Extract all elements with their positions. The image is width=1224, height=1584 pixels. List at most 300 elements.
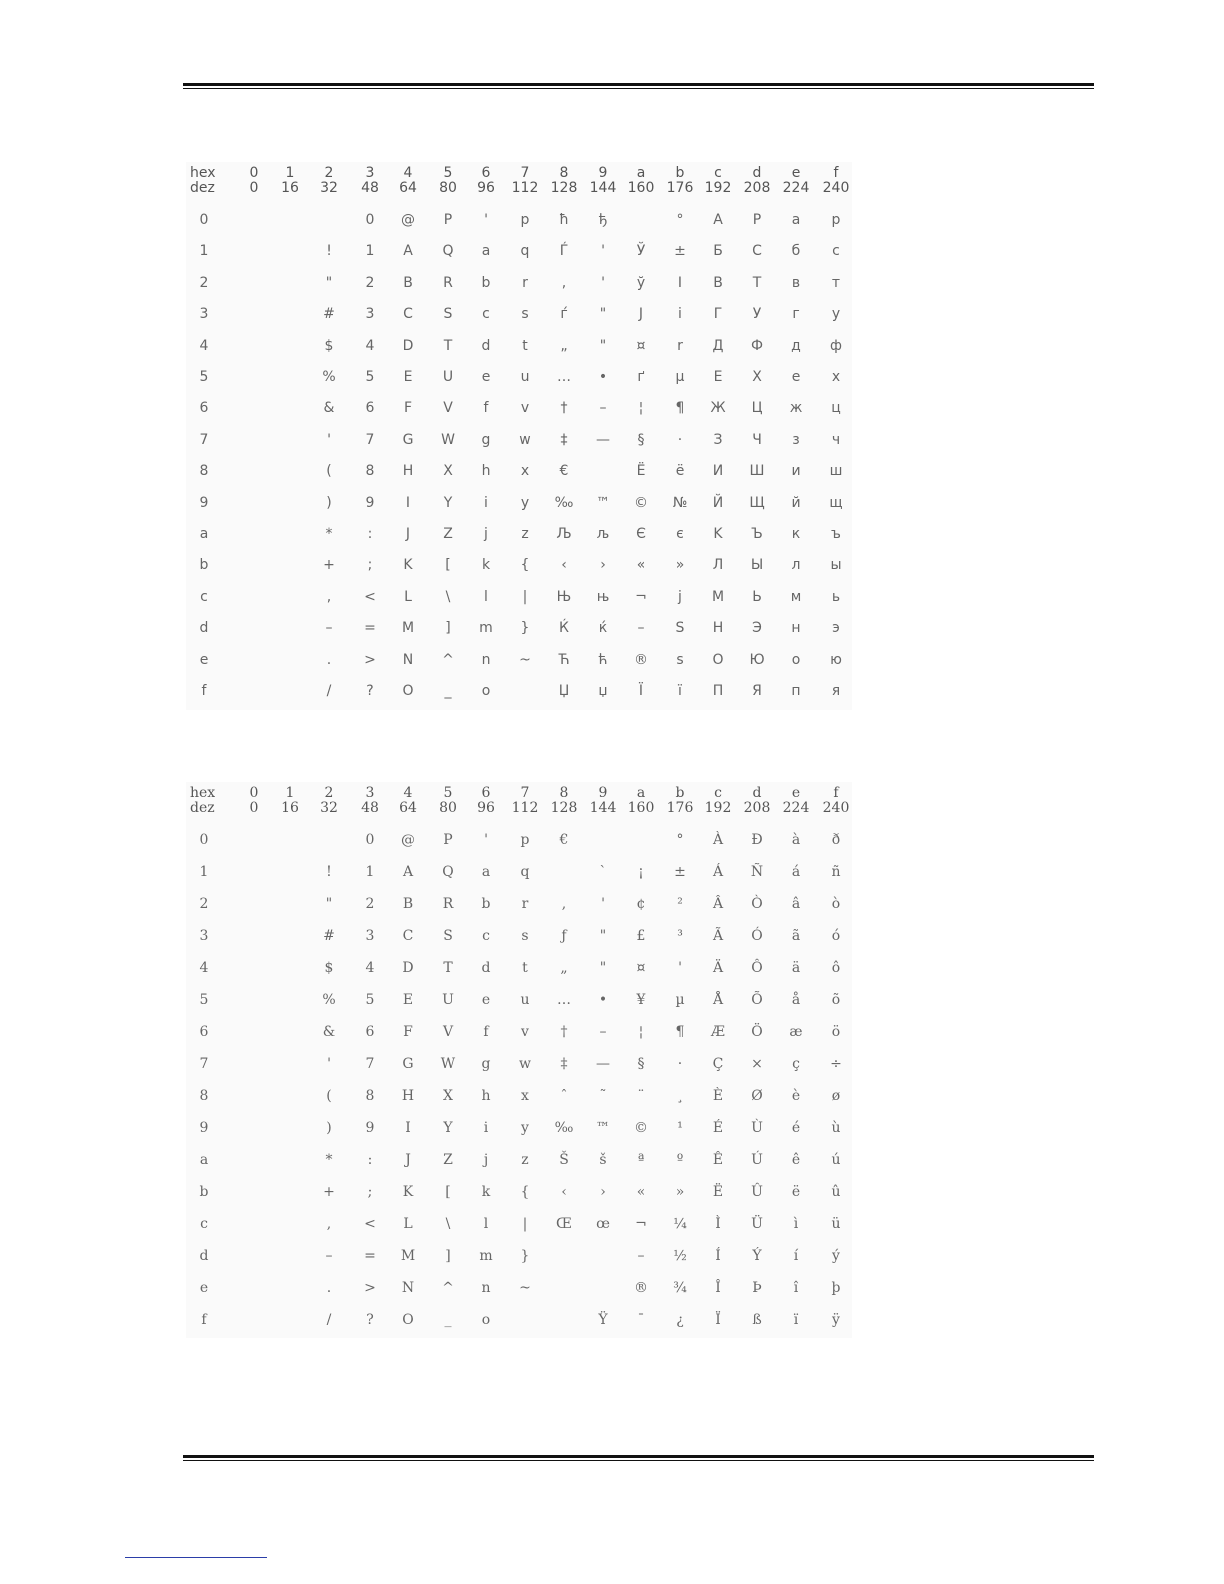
glyph-cell: .	[326, 1280, 332, 1296]
glyph-cell: o	[791, 651, 801, 668]
glyph-cell: й	[791, 494, 801, 511]
glyph-cell: x	[520, 463, 530, 480]
glyph-cell: 1	[365, 243, 375, 260]
table-row	[186, 924, 852, 948]
glyph-cell: C	[752, 243, 762, 260]
glyph-cell: !	[326, 864, 332, 880]
glyph-cell: ™	[596, 1120, 610, 1136]
glyph-cell: y	[521, 1120, 529, 1136]
glyph-cell: h	[481, 463, 491, 480]
glyph-cell: '	[601, 896, 605, 912]
glyph-cell: ?	[366, 683, 374, 699]
glyph-cell: ћ	[598, 651, 608, 668]
glyph-cell: П	[712, 683, 724, 699]
glyph-cell: q	[520, 864, 530, 880]
glyph-cell: 2	[365, 896, 375, 912]
row-label: 4	[199, 337, 209, 354]
glyph-cell: b	[481, 896, 491, 912]
dez-column-header: 80	[439, 180, 457, 196]
glyph-cell: ·	[677, 431, 683, 448]
row-label: c	[200, 588, 208, 605]
glyph-cell: M	[401, 620, 415, 637]
hex-column-header: 4	[403, 165, 413, 181]
glyph-cell: Ќ	[559, 620, 569, 637]
glyph-cell: r	[677, 337, 683, 354]
glyph-cell: ;	[367, 557, 373, 574]
glyph-cell: H	[401, 1088, 415, 1104]
glyph-cell: ‰	[554, 1120, 574, 1136]
glyph-cell: Ý	[752, 1248, 762, 1264]
glyph-cell: P	[443, 832, 453, 848]
glyph-cell: ‹	[561, 557, 567, 574]
glyph-cell: ¬	[635, 588, 647, 605]
glyph-cell: ¨	[637, 1088, 645, 1104]
glyph-cell: …	[557, 992, 571, 1008]
glyph-cell: £	[636, 928, 646, 944]
table-row	[186, 1052, 852, 1076]
glyph-cell: I	[405, 1120, 411, 1136]
hex-column-header: f	[833, 165, 839, 181]
glyph-cell: F	[403, 400, 413, 417]
glyph-cell: 0	[365, 212, 375, 228]
glyph-cell: *	[325, 1152, 333, 1168]
glyph-cell: '	[484, 832, 488, 848]
glyph-cell: H	[712, 620, 724, 637]
glyph-cell: Ã	[712, 928, 724, 944]
glyph-cell: L	[403, 1216, 413, 1232]
glyph-cell: F	[403, 1024, 413, 1040]
glyph-cell: :	[367, 526, 373, 542]
dez-column-header: 144	[589, 180, 617, 196]
glyph-cell: /	[326, 1312, 332, 1328]
hex-column-header: 8	[559, 785, 569, 801]
glyph-cell: ~	[519, 1280, 531, 1296]
glyph-cell: ©	[634, 494, 648, 511]
glyph-cell: í	[793, 1248, 799, 1264]
dez-label: dez	[190, 180, 215, 196]
glyph-cell: U	[442, 992, 454, 1008]
hex-label: hex	[190, 785, 216, 801]
glyph-cell: ¶	[675, 1024, 685, 1040]
glyph-cell: '	[484, 212, 488, 228]
dez-column-header: 208	[743, 800, 771, 816]
glyph-cell: "	[599, 928, 607, 944]
glyph-cell: ˜	[599, 1088, 607, 1104]
dez-column-header: 48	[361, 800, 379, 816]
dez-column-header: 224	[782, 800, 810, 816]
footnote-separator	[125, 1557, 267, 1558]
glyph-cell: ]	[445, 620, 451, 637]
glyph-cell: i	[483, 1120, 489, 1136]
glyph-cell: €	[559, 463, 569, 480]
glyph-cell: Ò	[751, 896, 763, 912]
row-label: 2	[199, 274, 209, 291]
table-row	[186, 522, 852, 546]
glyph-cell: M	[711, 588, 725, 605]
row-label: 4	[199, 960, 209, 976]
glyph-cell: &	[322, 1024, 336, 1040]
glyph-cell: Y	[443, 1120, 453, 1136]
dez-column-header: 240	[822, 180, 850, 196]
glyph-cell: J	[405, 526, 411, 542]
dez-header-row	[186, 180, 852, 196]
glyph-cell: Û	[751, 1184, 763, 1200]
glyph-cell: e	[791, 369, 801, 385]
glyph-cell: 5	[365, 992, 375, 1008]
table-row	[186, 208, 852, 232]
glyph-cell: ¢	[636, 896, 646, 912]
glyph-cell: ß	[752, 1312, 762, 1328]
glyph-cell: э	[832, 620, 840, 637]
glyph-cell: D	[402, 960, 414, 976]
glyph-cell: »	[675, 1184, 685, 1200]
glyph-cell: µ	[675, 369, 685, 385]
glyph-cell: =	[364, 1248, 376, 1264]
glyph-cell: Ö	[751, 1024, 763, 1040]
glyph-cell: б	[791, 243, 801, 260]
glyph-cell: Æ	[710, 1024, 725, 1040]
glyph-cell: ь	[831, 588, 841, 605]
glyph-cell: =	[364, 620, 376, 637]
glyph-cell: —	[596, 431, 610, 448]
glyph-cell: Š	[559, 1152, 569, 1168]
dez-column-header: 64	[399, 800, 417, 816]
row-label: d	[199, 1248, 209, 1264]
hex-column-header: 5	[443, 165, 453, 181]
glyph-cell: þ	[831, 1280, 841, 1296]
glyph-cell: 5	[365, 369, 375, 385]
glyph-cell: m	[479, 1248, 493, 1264]
glyph-cell: ў	[636, 274, 646, 291]
table-row	[186, 491, 852, 515]
glyph-cell: é	[791, 1120, 801, 1136]
glyph-cell: г	[792, 306, 800, 323]
glyph-cell: ~	[519, 651, 531, 668]
glyph-cell: ó	[831, 928, 841, 944]
glyph-cell: Å	[712, 992, 724, 1008]
hex-column-header: f	[833, 785, 839, 801]
glyph-cell: ¦	[638, 400, 644, 417]
glyph-cell: ñ	[831, 864, 841, 880]
glyph-cell: 3	[365, 928, 375, 944]
glyph-cell: Ë	[712, 1184, 724, 1200]
code-page-table-latin	[186, 782, 852, 1338]
glyph-cell: '	[601, 274, 605, 291]
glyph-cell: Б	[713, 243, 723, 260]
glyph-cell: ý	[832, 1248, 840, 1264]
glyph-cell: §	[637, 1056, 645, 1072]
glyph-cell: P	[443, 212, 453, 228]
glyph-cell: ?	[366, 1312, 374, 1328]
glyph-cell: т	[831, 274, 841, 291]
glyph-cell: Я	[752, 683, 762, 699]
glyph-cell: є	[676, 526, 684, 542]
glyph-cell: â	[791, 896, 801, 912]
glyph-cell: ›	[600, 1184, 606, 1200]
glyph-cell: "	[325, 896, 333, 912]
glyph-cell: S	[675, 620, 685, 637]
dez-column-header: 0	[249, 180, 259, 196]
glyph-cell: K	[402, 1184, 414, 1200]
hex-column-header: e	[791, 785, 801, 801]
glyph-cell: '	[327, 1056, 331, 1072]
glyph-cell: r	[521, 896, 529, 912]
glyph-cell: ъ	[831, 526, 841, 542]
glyph-cell: 0	[365, 832, 375, 848]
glyph-cell: X	[443, 1088, 453, 1104]
glyph-cell: ђ	[598, 212, 608, 228]
glyph-cell: ¥	[636, 992, 646, 1008]
glyph-cell: w	[519, 431, 531, 448]
glyph-cell: ¼	[673, 1216, 687, 1232]
glyph-cell: p	[520, 212, 530, 228]
glyph-cell: u	[520, 992, 530, 1008]
glyph-cell: „	[560, 960, 568, 976]
glyph-cell: I	[405, 494, 411, 511]
glyph-cell: b	[481, 274, 491, 291]
glyph-cell: Ї	[638, 683, 644, 699]
glyph-cell: ‰	[554, 494, 574, 511]
glyph-cell: Ѓ	[559, 243, 569, 260]
glyph-cell: ¸	[676, 1088, 684, 1104]
glyph-cell: ú	[831, 1152, 841, 1168]
table-row	[186, 459, 852, 483]
table-row	[186, 860, 852, 884]
glyph-cell: Д	[712, 337, 724, 354]
glyph-cell: æ	[789, 1024, 803, 1040]
glyph-cell: щ	[829, 494, 843, 511]
glyph-cell: z	[521, 526, 529, 542]
row-label: 0	[199, 832, 209, 848]
hex-column-header: d	[752, 785, 762, 801]
glyph-cell: Ú	[751, 1152, 763, 1168]
glyph-cell: •	[598, 992, 608, 1008]
glyph-cell: È	[712, 1088, 724, 1104]
row-label: c	[200, 1216, 208, 1232]
glyph-cell: a	[791, 212, 801, 228]
glyph-cell: њ	[596, 588, 610, 605]
glyph-cell: ч	[831, 431, 841, 448]
dez-column-header: 48	[361, 180, 379, 196]
hex-column-header: a	[636, 785, 646, 801]
glyph-cell: Ù	[751, 1120, 763, 1136]
dez-column-header: 64	[399, 180, 417, 196]
glyph-cell: џ	[598, 683, 608, 699]
glyph-cell: E	[402, 992, 414, 1008]
glyph-cell: ‡	[560, 1056, 568, 1072]
glyph-cell: 4	[365, 337, 375, 354]
glyph-cell: {	[520, 557, 530, 574]
glyph-cell: n	[481, 651, 491, 668]
glyph-cell: à	[791, 832, 801, 848]
glyph-cell: 7	[365, 1056, 375, 1072]
glyph-cell: Ъ	[751, 526, 763, 542]
glyph-cell: A	[402, 864, 414, 880]
glyph-cell: Э	[752, 620, 762, 637]
glyph-cell: ¦	[638, 1024, 644, 1040]
glyph-cell: U	[442, 369, 454, 385]
table-row	[186, 892, 852, 916]
hex-column-header: 0	[249, 165, 259, 181]
hex-column-header: 7	[520, 165, 530, 181]
glyph-cell: ѓ	[560, 306, 568, 323]
glyph-cell: Љ	[556, 526, 572, 542]
glyph-cell: ±	[674, 243, 686, 260]
glyph-cell: S	[443, 306, 453, 323]
hex-column-header: e	[791, 165, 801, 181]
glyph-cell: )	[326, 494, 332, 511]
row-label: a	[199, 1152, 209, 1168]
glyph-cell: *	[325, 526, 333, 542]
glyph-cell: a	[481, 243, 491, 260]
glyph-cell: }	[520, 620, 530, 637]
glyph-cell: ö	[831, 1024, 841, 1040]
glyph-cell: i	[484, 494, 488, 511]
glyph-cell: u	[520, 369, 530, 385]
glyph-cell: –	[637, 620, 645, 637]
glyph-cell: h	[481, 1088, 491, 1104]
glyph-cell: •	[598, 369, 608, 385]
glyph-cell: r	[522, 274, 528, 291]
glyph-cell: з	[792, 431, 800, 448]
glyph-cell: á	[791, 864, 801, 880]
glyph-cell: T	[443, 337, 453, 354]
glyph-cell: Ж	[710, 400, 726, 417]
glyph-cell: .	[326, 651, 332, 668]
glyph-cell: É	[712, 1120, 724, 1136]
glyph-cell: Ô	[751, 960, 763, 976]
glyph-cell: Î	[715, 1280, 721, 1296]
glyph-cell: |	[522, 1216, 528, 1232]
glyph-cell: Ю	[749, 651, 765, 668]
glyph-cell: ÷	[830, 1056, 842, 1072]
glyph-cell: E	[403, 369, 413, 385]
glyph-cell: t	[522, 960, 528, 976]
glyph-cell: Ÿ	[598, 1312, 608, 1328]
glyph-cell: &	[323, 400, 335, 417]
glyph-cell: x	[831, 369, 841, 385]
glyph-cell: ш	[829, 463, 843, 480]
glyph-cell: K	[403, 557, 413, 574]
glyph-cell: 1	[365, 864, 375, 880]
glyph-cell: d	[481, 960, 491, 976]
glyph-cell: t	[522, 337, 528, 354]
hex-column-header: c	[714, 785, 722, 801]
glyph-cell: î	[793, 1280, 799, 1296]
glyph-cell: «	[636, 1184, 646, 1200]
glyph-cell: O	[402, 683, 414, 699]
glyph-cell: ù	[831, 1120, 841, 1136]
glyph-cell: ·	[677, 1056, 683, 1072]
glyph-cell: X	[443, 463, 453, 480]
glyph-cell: o	[481, 683, 491, 699]
glyph-cell: №	[672, 494, 688, 511]
glyph-cell: û	[831, 1184, 841, 1200]
glyph-cell: :	[367, 1152, 373, 1168]
glyph-cell: N	[401, 1280, 415, 1296]
hex-column-header: b	[675, 165, 685, 181]
glyph-cell: s	[521, 306, 529, 323]
bottom-rule	[183, 1455, 1094, 1461]
dez-column-header: 96	[477, 180, 495, 196]
glyph-cell: [	[445, 557, 451, 574]
glyph-cell: g	[481, 1056, 491, 1072]
row-label: 3	[199, 306, 209, 323]
glyph-cell: Õ	[751, 992, 763, 1008]
glyph-cell: у	[831, 306, 841, 323]
glyph-cell: З	[713, 431, 723, 448]
glyph-cell: A	[403, 243, 413, 260]
hex-column-header: d	[752, 165, 762, 181]
dez-column-header: 80	[439, 800, 457, 816]
glyph-cell: ð	[831, 832, 841, 848]
row-label: 1	[199, 243, 209, 260]
glyph-cell: '	[678, 960, 682, 976]
glyph-cell: Z	[443, 526, 453, 542]
row-label: 3	[199, 928, 209, 944]
dez-column-header: 192	[704, 180, 732, 196]
glyph-cell: Q	[442, 864, 454, 880]
glyph-cell: X	[752, 369, 762, 385]
glyph-cell: w	[519, 1056, 531, 1072]
dez-column-header: 16	[281, 180, 299, 196]
glyph-cell: f	[483, 400, 489, 417]
glyph-cell: §	[637, 431, 645, 448]
hex-column-header: 5	[443, 785, 453, 801]
glyph-cell: ³	[677, 928, 683, 944]
glyph-cell: `	[599, 864, 607, 880]
dez-column-header: 192	[704, 800, 732, 816]
glyph-cell: †	[560, 400, 568, 417]
glyph-cell: Щ	[749, 494, 765, 511]
glyph-cell: …	[557, 369, 571, 385]
glyph-cell: Ы	[750, 557, 764, 574]
glyph-cell: ì	[793, 1216, 799, 1232]
glyph-cell: R	[443, 274, 453, 291]
glyph-cell: Z	[443, 1152, 453, 1168]
hex-column-header: 1	[285, 165, 295, 181]
table-row	[186, 956, 852, 980]
glyph-cell: Ç	[712, 1056, 724, 1072]
glyph-cell: ÿ	[832, 1312, 840, 1328]
row-label: b	[199, 557, 209, 574]
table-row	[186, 988, 852, 1012]
glyph-cell: "	[599, 306, 607, 323]
glyph-cell: –	[599, 1024, 607, 1040]
glyph-cell: ф	[830, 337, 842, 354]
glyph-cell: Ë	[636, 463, 646, 480]
glyph-cell: ˆ	[560, 1088, 568, 1104]
glyph-cell: s	[521, 928, 529, 944]
glyph-cell: —	[596, 1056, 610, 1072]
hex-header-row	[186, 785, 852, 801]
glyph-cell: n	[481, 1280, 491, 1296]
table-row	[186, 1212, 852, 1236]
row-label: 8	[199, 1088, 209, 1104]
table-row	[186, 365, 852, 389]
glyph-cell: Ф	[750, 337, 764, 354]
glyph-cell: O	[712, 651, 724, 668]
glyph-cell: 4	[365, 960, 375, 976]
glyph-cell: %	[322, 369, 336, 385]
glyph-cell: s	[676, 651, 684, 668]
glyph-cell: ×	[751, 1056, 763, 1072]
glyph-cell: C	[403, 306, 413, 323]
glyph-cell: p	[831, 212, 841, 228]
glyph-cell: ½	[673, 1248, 687, 1264]
hex-column-header: 0	[249, 785, 259, 801]
dez-column-header: 32	[320, 800, 338, 816]
